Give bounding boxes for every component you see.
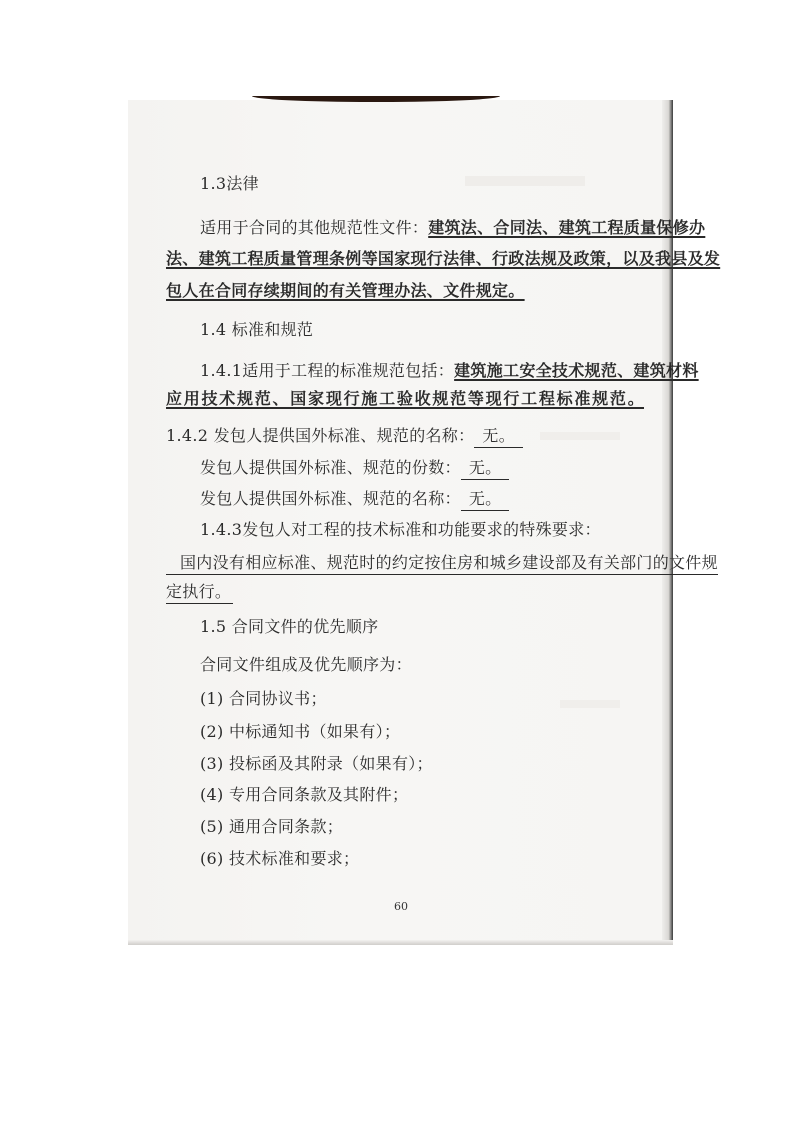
show-through-mark	[465, 176, 585, 186]
section-1-3-line-3-text: 包人在合同存续期间的有关管理办法、文件规定。	[166, 281, 525, 300]
section-1-4-3-label: 1.4.3发包人对工程的技术标准和功能要求的特殊要求：	[200, 520, 601, 539]
priority-list-item: (2) 中标通知书（如果有）；	[200, 722, 401, 741]
section-1-3-line-2	[166, 249, 721, 269]
foreign-standards-names-label: 发包人提供国外标准、规范的名称：	[200, 489, 461, 508]
foreign-standards-copies-line	[200, 458, 509, 480]
section-1-5-intro: 合同文件组成及优先顺序为：	[200, 655, 412, 674]
section-1-4-3-line-1	[166, 553, 718, 575]
section-1-4-2-value: 无。	[474, 426, 523, 448]
show-through-mark	[560, 700, 620, 708]
section-1-3-line-3	[166, 281, 525, 301]
section-1-4-3-line-2-text: 定执行。	[166, 582, 233, 604]
section-1-3-line-1-plain: 适用于合同的其他规范性文件：	[200, 218, 429, 237]
priority-list-item: (5) 通用合同条款；	[200, 817, 344, 836]
section-1-4-heading: 1.4 标准和规范	[200, 320, 314, 339]
section-1-3-line-1	[200, 218, 706, 238]
section-1-4-1-plain: 1.4.1适用于工程的标准规范包括：	[200, 361, 455, 380]
show-through-mark	[540, 432, 620, 440]
section-1-4-3-line-2	[166, 582, 233, 604]
page-edge-bottom	[128, 940, 673, 945]
section-1-3-line-2-text: 法、建筑工程质量管理条例等国家现行法律、行政法规及政策，以及我县及发	[166, 249, 721, 268]
section-1-3-heading: 1.3法律	[200, 174, 259, 193]
foreign-standards-copies-value: 无。	[461, 458, 510, 480]
priority-list-item: (1) 合同协议书；	[200, 689, 327, 708]
priority-list-item: (6) 技术标准和要求；	[200, 849, 360, 868]
section-1-3-line-1-underlined: 建筑法、合同法、建筑工程质量保修办	[428, 218, 706, 237]
section-1-4-1-line-1	[200, 361, 699, 381]
section-1-5-heading: 1.5 合同文件的优先顺序	[200, 617, 379, 636]
section-1-4-1-underlined: 建筑施工安全技术规范、建筑材料	[454, 361, 699, 380]
foreign-standards-names-value: 无。	[461, 489, 510, 511]
section-1-4-3-line-1-text: 国内没有相应标准、规范时的约定按住房和城乡建设部及有关部门的文件规	[166, 553, 718, 575]
section-1-4-1-line-2-text: 应用技术规范、国家现行施工验收规范等现行工程标准规范。	[166, 389, 644, 408]
priority-list-item: (3) 投标函及其附录（如果有）；	[200, 754, 433, 773]
page-number: 60	[394, 900, 408, 913]
foreign-standards-copies-label: 发包人提供国外标准、规范的份数：	[200, 458, 461, 477]
foreign-standards-names-line	[200, 489, 509, 511]
section-1-4-1-line-2	[166, 389, 644, 409]
priority-list-item: (4) 专用合同条款及其附件；	[200, 785, 409, 804]
section-1-4-2-line	[166, 426, 523, 448]
section-1-4-2-label: 1.4.2 发包人提供国外标准、规范的名称：	[166, 426, 475, 445]
